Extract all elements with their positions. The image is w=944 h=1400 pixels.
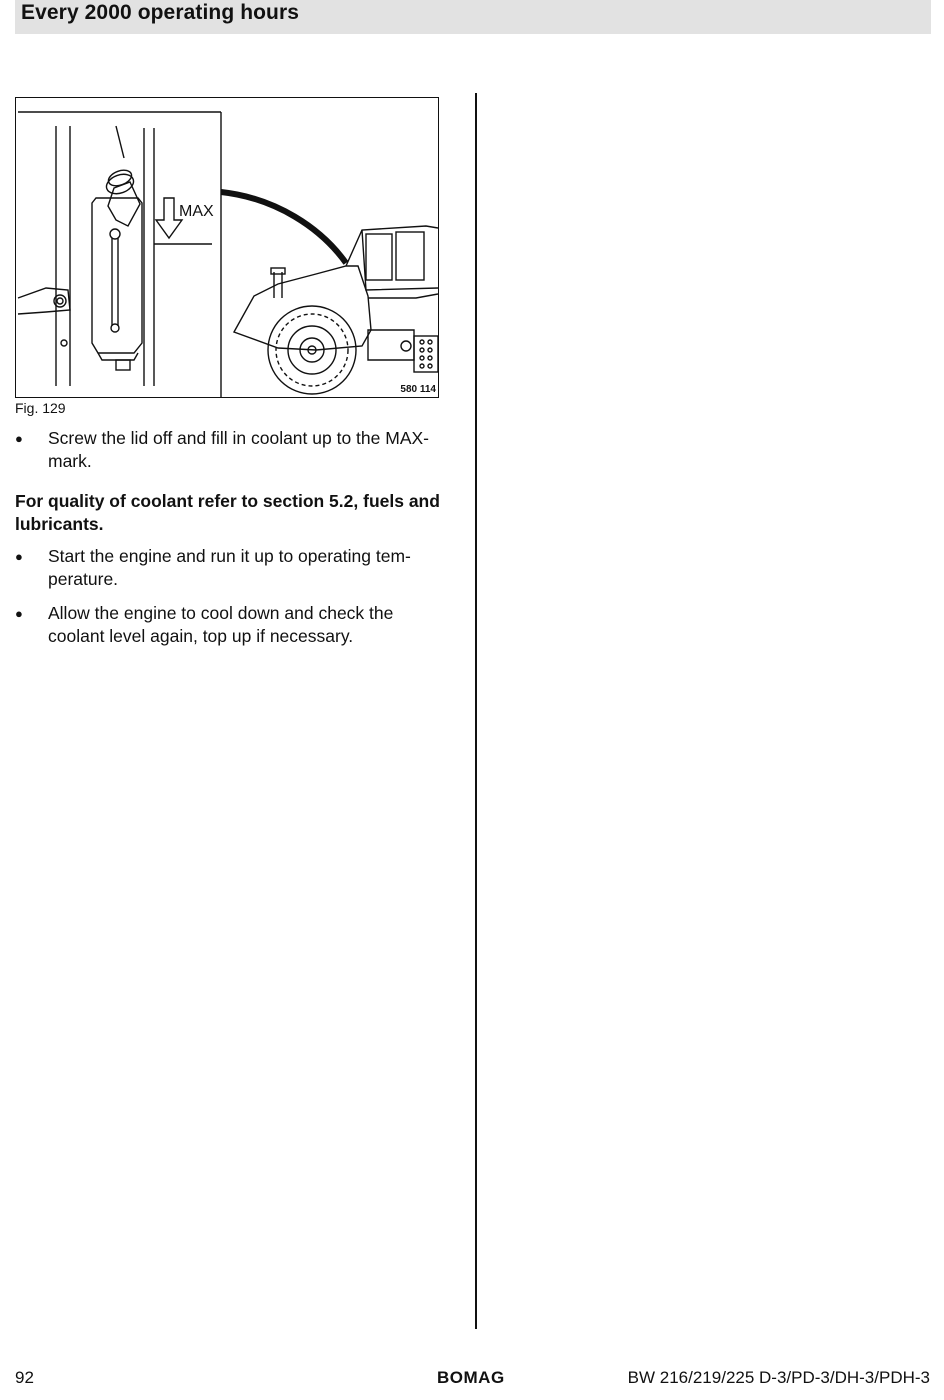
step-text: Start the engine and run it up to operating tem-perature. [48,546,411,589]
column-divider [475,93,477,1329]
brand-name: BOMAG [437,1368,505,1387]
step-text: Allow the engine to cool down and check the coolant level again, top up if necessary. [48,603,394,646]
page-title: Every 2000 operating hours [21,1,300,24]
coolant-quality-note: For quality of coolant refer to section 5.2, fuels and lubricants. [15,491,440,534]
step-text: Screw the lid off and fill in coolant up to the MAX-mark. [48,428,429,471]
bullet-icon: ● [15,549,23,564]
coolant-tank-illustration [16,98,438,397]
model-designation: BW 216/219/225 D-3/PD-3/DH-3/PDH-3 [627,1368,930,1387]
max-mark-label: MAX [179,203,214,220]
bullet-icon: ● [15,606,23,621]
list-item [15,602,443,648]
list-item [15,545,443,591]
section-header-bar [15,0,931,34]
figure-code: 580 114 [400,384,436,395]
bullet-icon: ● [15,431,23,446]
figure-caption: Fig. 129 [15,400,66,416]
list-item [15,427,443,473]
page-number: 92 [15,1368,34,1387]
figure-coolant-tank [15,97,439,398]
